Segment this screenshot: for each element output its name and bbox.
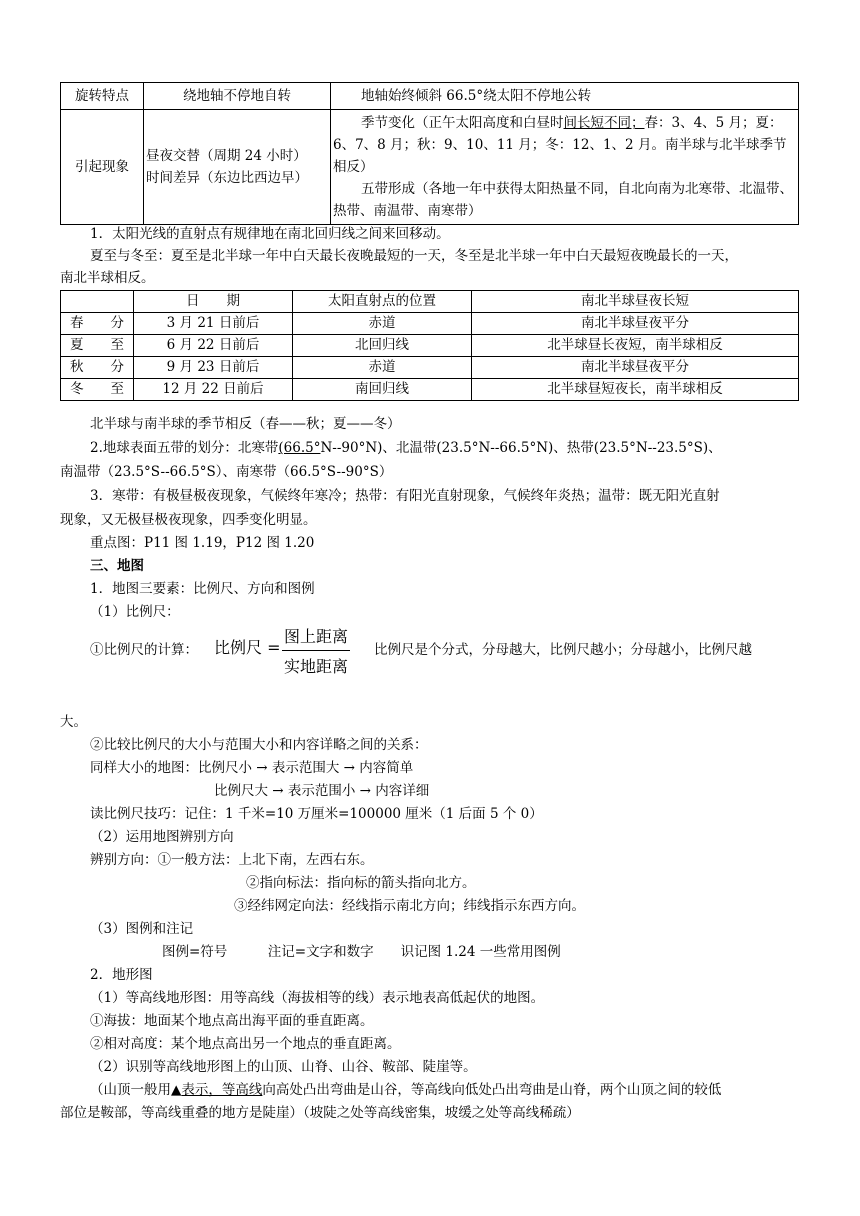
season-change-text: 季节变化（正午太阳高度和白昼时间长短不同；春：3、4、5 月；夏：6、7、8 月；秋：9、10、11 月；冬：12、1、2 月。南半球与北半球季节相反） (333, 115, 787, 175)
text-line: ③经纬网定向法：经线指示南北方向；纬线指示东西方向。 (234, 898, 585, 914)
five-zones-text: 五带形成（各地一年中获得太阳热量不同，自北向南为北寒带、北温带、热带、南温带、南寒带） (333, 181, 793, 219)
column-header (61, 291, 134, 313)
cell-rotation-phenomena (144, 110, 331, 225)
text-line: 北半球与南半球的季节相反（春——秋；夏——冬） (90, 416, 401, 432)
text-line: ②指向标法：指向标的箭头指向北方。 (246, 875, 476, 891)
table-cell: 北回归线 (293, 335, 472, 357)
table-cell: 秋 分 (61, 357, 134, 379)
formula-lhs: 比例尺 = (214, 638, 281, 657)
text-line: 2.地球表面五带的划分：北寒带(66.5°N--90°N)、北温带(23.5°N--66.5°N)、热带(23.5°N--23.5°S)、 (90, 440, 722, 456)
time-difference-text: 时间差异（东边比西边早） (146, 170, 308, 186)
column-header: 日 期 (134, 291, 293, 313)
text-line: （山顶一般用▲表示，等高线向高处凸出弯曲是山谷，等高线向低处凸出弯曲是山脊，两个山顶之间的较低 (90, 1082, 722, 1098)
text-line: 大。 (60, 714, 87, 730)
cell-rotation-feature-label: 旋转特点 (61, 83, 144, 110)
rotation-table (60, 82, 799, 225)
table-cell: 夏 至 (61, 335, 134, 357)
table-cell: 赤道 (293, 357, 472, 379)
text-line: ②比较比例尺的大小与范围大小和内容详略之间的关系： (90, 737, 428, 753)
table-cell: 12 月 22 日前后 (134, 379, 293, 401)
table-cell: 冬 至 (61, 379, 134, 401)
table-cell: 南北半球昼夜平分 (472, 357, 799, 379)
text-line: 图例=符号 注记=文字和数字 识记图 1.24 一些常用图例 (162, 944, 561, 960)
solar-terms-table (60, 290, 799, 401)
text-line: （3）图例和注记 (90, 921, 194, 937)
text-line: 3．寒带：有极昼极夜现象，气候终年寒冷；热带：有阳光直射现象，气候终年炎热；温带：既无阳光直射 (90, 488, 720, 504)
text-line: 比例尺是个分式，分母越大，比例尺越小；分母越小，比例尺越 (374, 642, 752, 658)
table-cell: 南北半球昼夜平分 (472, 313, 799, 335)
text-line: 比例尺大 → 表示范围小 → 内容详细 (214, 783, 430, 799)
table-cell: 赤道 (293, 313, 472, 335)
paragraph: 夏至与冬至：夏至是北半球一年中白天最长夜晚最短的一天，冬至是北半球一年中白天最短夜晚最长的一天， (90, 248, 738, 264)
cell-revolution-phenomena (331, 110, 799, 225)
table-cell: 北半球昼短夜长，南半球相反 (472, 379, 799, 401)
text-line: 南温带（23.5°S--66.5°S）、南寒带（66.5°S--90°S） (60, 464, 393, 480)
cell-revolution-axis: 地轴始终倾斜 66.5°绕太阳不停地公转 (331, 83, 799, 110)
text-line: 1．地图三要素：比例尺、方向和图例 (90, 581, 315, 597)
text-line: 现象，又无极昼极夜现象，四季变化明显。 (60, 512, 317, 528)
table-cell: 9 月 23 日前后 (134, 357, 293, 379)
formula-numerator: 图上距离 (282, 624, 350, 651)
text-line: 读比例尺技巧：记住：1 千米=10 万厘米=100000 厘米（1 后面 5 个 0） (90, 806, 543, 822)
table-header-row (61, 291, 799, 313)
cell-phenomena-label: 引起现象 (61, 110, 144, 225)
table-row (61, 335, 799, 357)
table-cell: 6 月 22 日前后 (134, 335, 293, 357)
text-line: （2）运用地图辨别方向 (90, 829, 234, 845)
section-heading: 三、地图 (90, 558, 144, 574)
text-line: 辨别方向：①一般方法：上北下南，左西右东。 (90, 852, 374, 868)
table-cell: 南回归线 (293, 379, 472, 401)
paragraph: 1．太阳光线的直射点有规律地在南北回归线之间来回移动。 (90, 226, 450, 242)
table-row (61, 379, 799, 401)
text-line: ①海拔：地面某个地点高出海平面的垂直距离。 (90, 1013, 374, 1029)
formula-denominator: 实地距离 (284, 657, 349, 676)
table-row (61, 313, 799, 335)
text-line: 重点图：P11 图 1.19，P12 图 1.20 (90, 535, 315, 551)
text-line: （2）识别等高线地形图上的山顶、山脊、山谷、鞍部、陡崖等。 (90, 1059, 477, 1075)
column-header: 南北半球昼夜长短 (472, 291, 799, 313)
text-line: 2．地形图 (90, 967, 153, 983)
table-cell: 北半球昼长夜短，南半球相反 (472, 335, 799, 357)
text-line: 部位是鞍部，等高线重叠的地方是陡崖）（坡陡之处等高线密集，坡缓之处等高线稀疏） (60, 1105, 580, 1121)
table-cell: 春 分 (61, 313, 134, 335)
table-row (61, 357, 799, 379)
formula-fraction (282, 624, 350, 677)
table-row (61, 110, 799, 225)
text-line: （1）等高线地形图：用等高线（海拔相等的线）表示地表高低起伏的地图。 (90, 990, 545, 1006)
paragraph: 南北半球相反。 (60, 270, 155, 286)
formula-label: ①比例尺的计算： (90, 642, 198, 658)
table-row (61, 83, 799, 110)
cell-rotation-axis: 绕地轴不停地自转 (144, 83, 331, 110)
table-cell: 3 月 21 日前后 (134, 313, 293, 335)
text-line: ②相对高度：某个地点高出另一个地点的垂直距离。 (90, 1036, 401, 1052)
text-line: （1）比例尺： (90, 604, 180, 620)
day-night-text: 昼夜交替（周期 24 小时） (146, 148, 307, 164)
column-header: 太阳直射点的位置 (293, 291, 472, 313)
text-line: 同样大小的地图：比例尺小 → 表示范围大 → 内容简单 (90, 760, 414, 776)
